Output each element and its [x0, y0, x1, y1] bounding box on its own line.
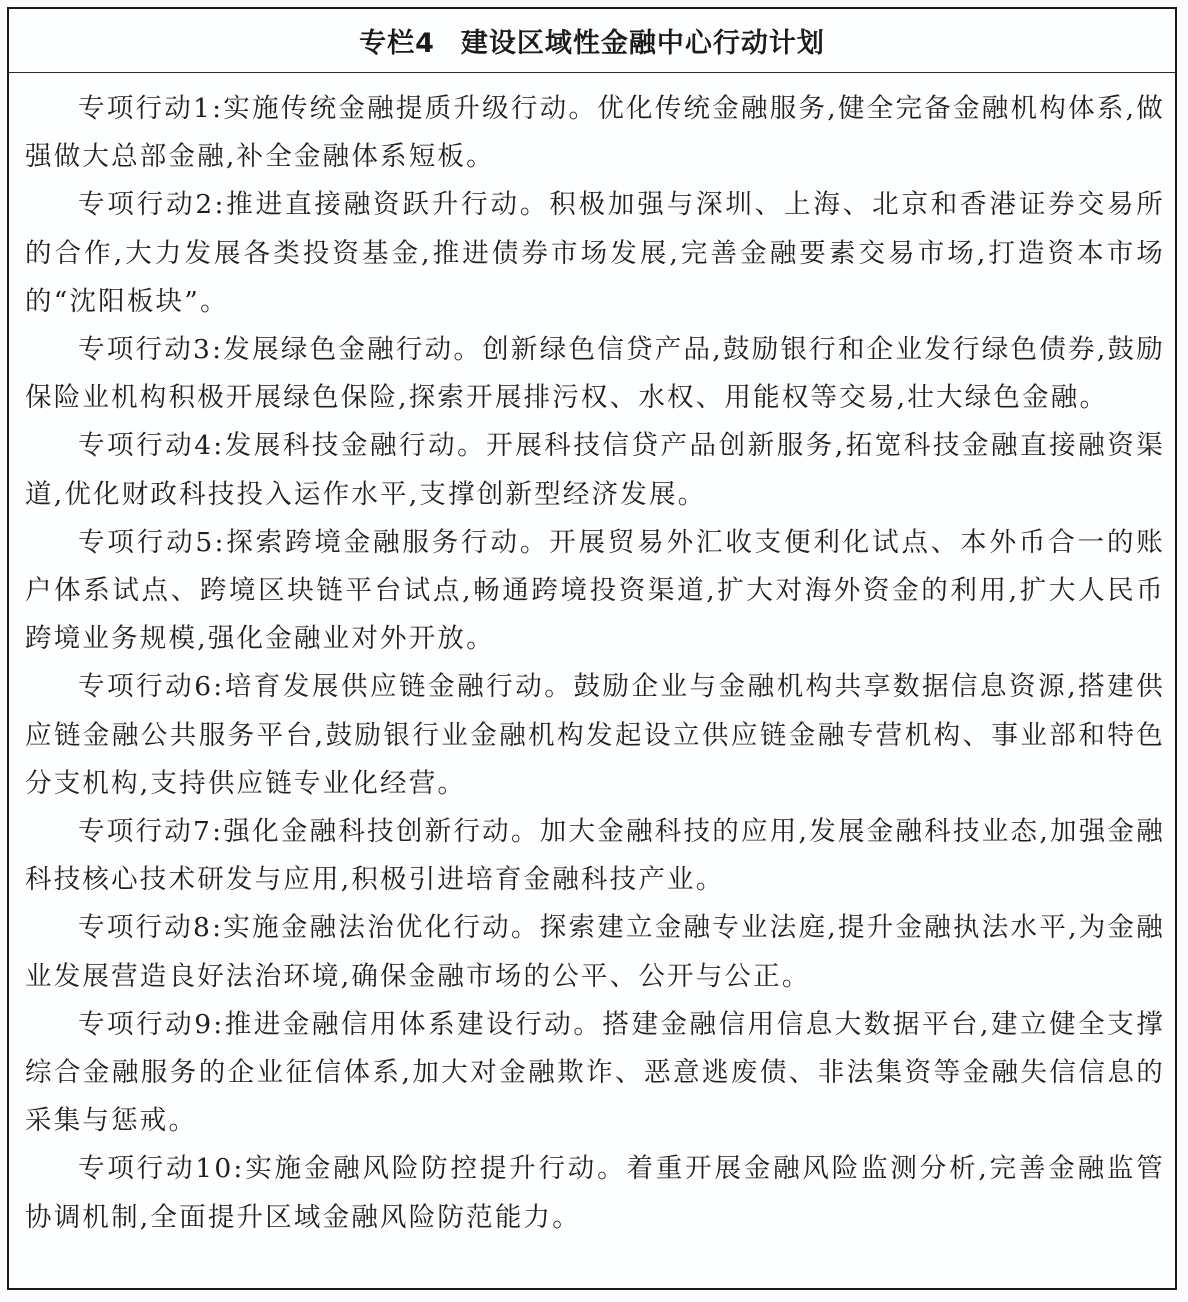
column-label: 专栏4: [359, 28, 435, 59]
action-text: 探索跨境金融服务行动。开展贸易外汇收支便利化试点、本外币合一的账户体系试点、跨境区块链平台试点,畅通跨境投资渠道,扩大对海外资金的利用,扩大人民币跨境业务规模,强化金融业对外开放。: [25, 526, 1165, 655]
action-item-6: [25, 663, 1165, 808]
action-label: 专项行动10:: [78, 1153, 245, 1185]
action-label: 专项行动1:: [78, 93, 224, 124]
action-label: 专项行动7:: [78, 816, 224, 848]
column-box: [7, 7, 1177, 1290]
action-item-5: [25, 519, 1165, 664]
action-item-4: [25, 422, 1165, 518]
action-item-8: [25, 904, 1165, 1000]
action-text: 推进直接融资跃升行动。积极加强与深圳、上海、北京和香港证券交易所的合作,大力发展各类投资基金,推进债券市场发展,完善金融要素交易市场,打造资本市场的“沈阳板块”。: [25, 189, 1165, 317]
action-text: 实施金融风险防控提升行动。着重开展金融风险监测分析,完善金融监管协调机制,全面提升区域金融风险防范能力。: [25, 1153, 1165, 1233]
action-item-1: [25, 85, 1165, 181]
action-text: 发展绿色金融行动。创新绿色信贷产品,鼓励银行和企业发行绿色债券,鼓励保险业机构积极开展绿色保险,探索开展排污权、水权、用能权等交易,壮大绿色金融。: [25, 334, 1165, 414]
action-label: 专项行动9:: [78, 1008, 225, 1040]
page-title: [359, 21, 825, 60]
action-item-9: [25, 1001, 1165, 1146]
action-text: 推进金融信用体系建设行动。搭建金融信用信息大数据平台,建立健全支撑综合金融服务的企业征信体系,加大对金融欺诈、恶意逃废债、非法集资等金融失信信息的采集与惩戒。: [25, 1008, 1165, 1137]
action-label: 专项行动5:: [78, 526, 226, 558]
action-label: 专项行动8:: [78, 912, 224, 944]
title-text: 建设区域性金融中心行动计划: [460, 28, 825, 59]
action-label: 专项行动2:: [78, 189, 226, 221]
action-label: 专项行动6:: [78, 671, 225, 703]
action-item-7: [25, 808, 1165, 904]
action-text: 培育发展供应链金融行动。鼓励企业与金融机构共享数据信息资源,搭建供应链金融公共服务平台,鼓励银行业金融机构发起设立供应链金融专营机构、事业部和特色分支机构,支持供应链专业化经营。: [25, 671, 1165, 799]
action-label: 专项行动3:: [78, 334, 224, 366]
title-bar: [9, 9, 1175, 73]
action-item-2: [25, 181, 1165, 326]
action-text: 强化金融科技创新行动。加大金融科技的应用,发展金融科技业态,加强金融科技核心技术研发与应用,积极引进培育金融科技产业。: [25, 816, 1165, 896]
action-list: [9, 73, 1175, 1242]
action-item-10: [25, 1145, 1165, 1241]
action-item-3: [25, 326, 1165, 422]
action-label: 专项行动4:: [78, 430, 225, 462]
action-text: 实施金融法治优化行动。探索建立金融专业法庭,提升金融执法水平,为金融业发展营造良好法治环境,确保金融市场的公平、公开与公正。: [25, 912, 1165, 992]
action-text: 发展科技金融行动。开展科技信贷产品创新服务,拓宽科技金融直接融资渠道,优化财政科技投入运作水平,支撑创新型经济发展。: [25, 430, 1165, 510]
action-text: 实施传统金融提质升级行动。优化传统金融服务,健全完备金融机构体系,做强做大总部金融,补全金融体系短板。: [25, 93, 1165, 173]
